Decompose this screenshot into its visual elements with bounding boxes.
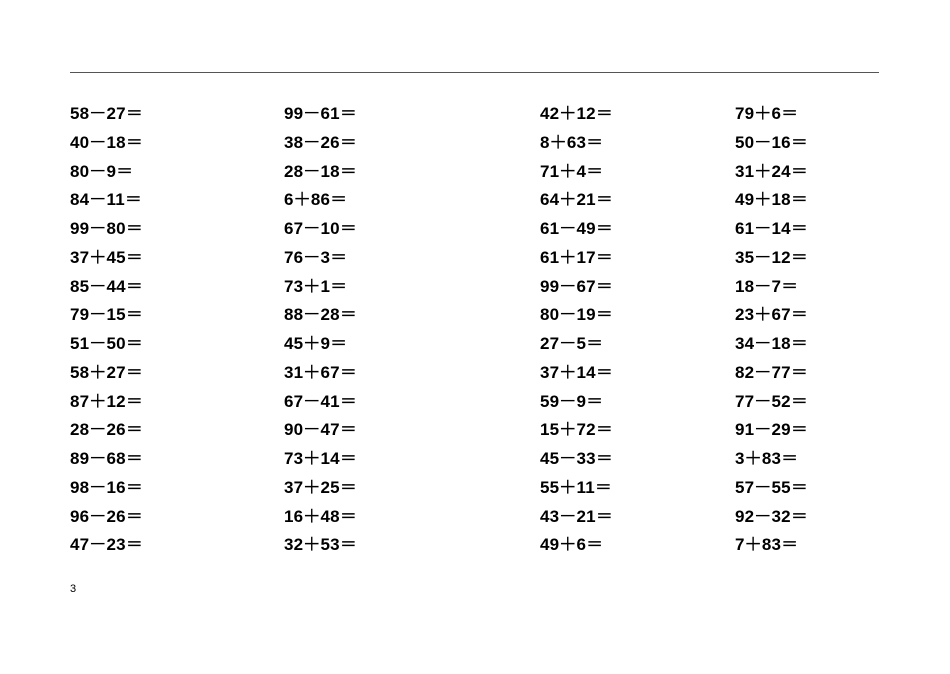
math-problem: 51－50＝ [70, 334, 144, 353]
math-problem: 77－52＝ [735, 391, 809, 411]
math-problem: 76－3＝ [284, 247, 348, 267]
math-problem: 35－12＝ [735, 247, 809, 267]
math-problem: 37＋25＝ [284, 477, 358, 497]
math-problem: 61－49＝ [540, 219, 614, 238]
math-problem: 88－28＝ [284, 305, 358, 325]
math-problem: 67－41＝ [284, 391, 358, 411]
header-rule [70, 72, 879, 73]
math-problem: 58－27＝ [70, 104, 144, 123]
math-problem: 73＋1＝ [284, 276, 348, 296]
page-number: 3 [70, 583, 77, 595]
math-problem: 59－9＝ [540, 391, 604, 411]
math-problem: 15＋72＝ [540, 420, 614, 440]
math-problem: 16＋48＝ [284, 506, 358, 526]
math-problem: 61－14＝ [735, 219, 809, 238]
math-problem: 67－10＝ [284, 219, 358, 238]
math-problem: 55＋11＝ [540, 477, 613, 497]
math-problem: 73＋14＝ [284, 449, 358, 468]
math-problem: 84－11＝ [70, 190, 143, 210]
math-problem: 85－44＝ [70, 276, 144, 296]
math-problem: 45－33＝ [540, 449, 614, 468]
math-problem: 98－16＝ [70, 477, 144, 497]
problem-column-3 [540, 100, 613, 560]
math-problem: 40－18＝ [70, 132, 144, 152]
math-problem: 37＋14＝ [540, 362, 614, 382]
math-problem: 27－5＝ [540, 334, 604, 353]
math-problem: 43－21＝ [540, 506, 614, 526]
math-problem: 90－47＝ [284, 420, 358, 440]
math-problem: 34－18＝ [735, 334, 809, 353]
math-problem: 31＋24＝ [735, 161, 809, 181]
math-problem: 50－16＝ [735, 132, 809, 152]
math-problem: 38－26＝ [284, 132, 358, 152]
problem-column-4 [735, 100, 808, 560]
math-problem: 89－68＝ [70, 449, 144, 468]
math-problem: 31＋67＝ [284, 362, 358, 382]
math-problem: 45＋9＝ [284, 334, 348, 353]
math-problem: 80－9＝ [70, 161, 134, 181]
math-problem: 42＋12＝ [540, 104, 614, 123]
math-problem: 32＋53＝ [284, 535, 358, 555]
math-problem: 6＋86＝ [284, 190, 348, 210]
math-problem: 3＋83＝ [735, 449, 799, 468]
math-problem: 99－80＝ [70, 219, 144, 238]
math-problem: 71＋4＝ [540, 161, 604, 181]
math-problem: 80－19＝ [540, 305, 614, 325]
math-problem: 87＋12＝ [70, 391, 144, 411]
math-problem: 37＋45＝ [70, 247, 144, 267]
math-problem: 49＋6＝ [540, 535, 604, 555]
math-problem: 8＋63＝ [540, 132, 604, 152]
math-problem: 82－77＝ [735, 362, 809, 382]
math-problem: 61＋17＝ [540, 247, 614, 267]
math-problem: 99－67＝ [540, 276, 614, 296]
math-problem: 64＋21＝ [540, 190, 614, 210]
math-problem: 57－55＝ [735, 477, 809, 497]
math-problem: 79－15＝ [70, 305, 144, 325]
math-problem: 49＋18＝ [735, 190, 809, 210]
math-problem: 18－7＝ [735, 276, 799, 296]
problem-column-1 [70, 100, 143, 560]
math-problem: 79＋6＝ [735, 104, 799, 123]
math-problem: 28－26＝ [70, 420, 144, 440]
math-problem: 28－18＝ [284, 161, 358, 181]
math-problem: 96－26＝ [70, 506, 144, 526]
math-problem: 91－29＝ [735, 420, 809, 440]
math-problem: 47－23＝ [70, 535, 144, 555]
math-problem: 23＋67＝ [735, 305, 809, 325]
math-problem: 99－61＝ [284, 104, 358, 123]
math-problem: 58＋27＝ [70, 362, 144, 382]
math-problem: 92－32＝ [735, 506, 809, 526]
math-problem: 7＋83＝ [735, 535, 799, 555]
problem-column-2 [284, 100, 357, 560]
